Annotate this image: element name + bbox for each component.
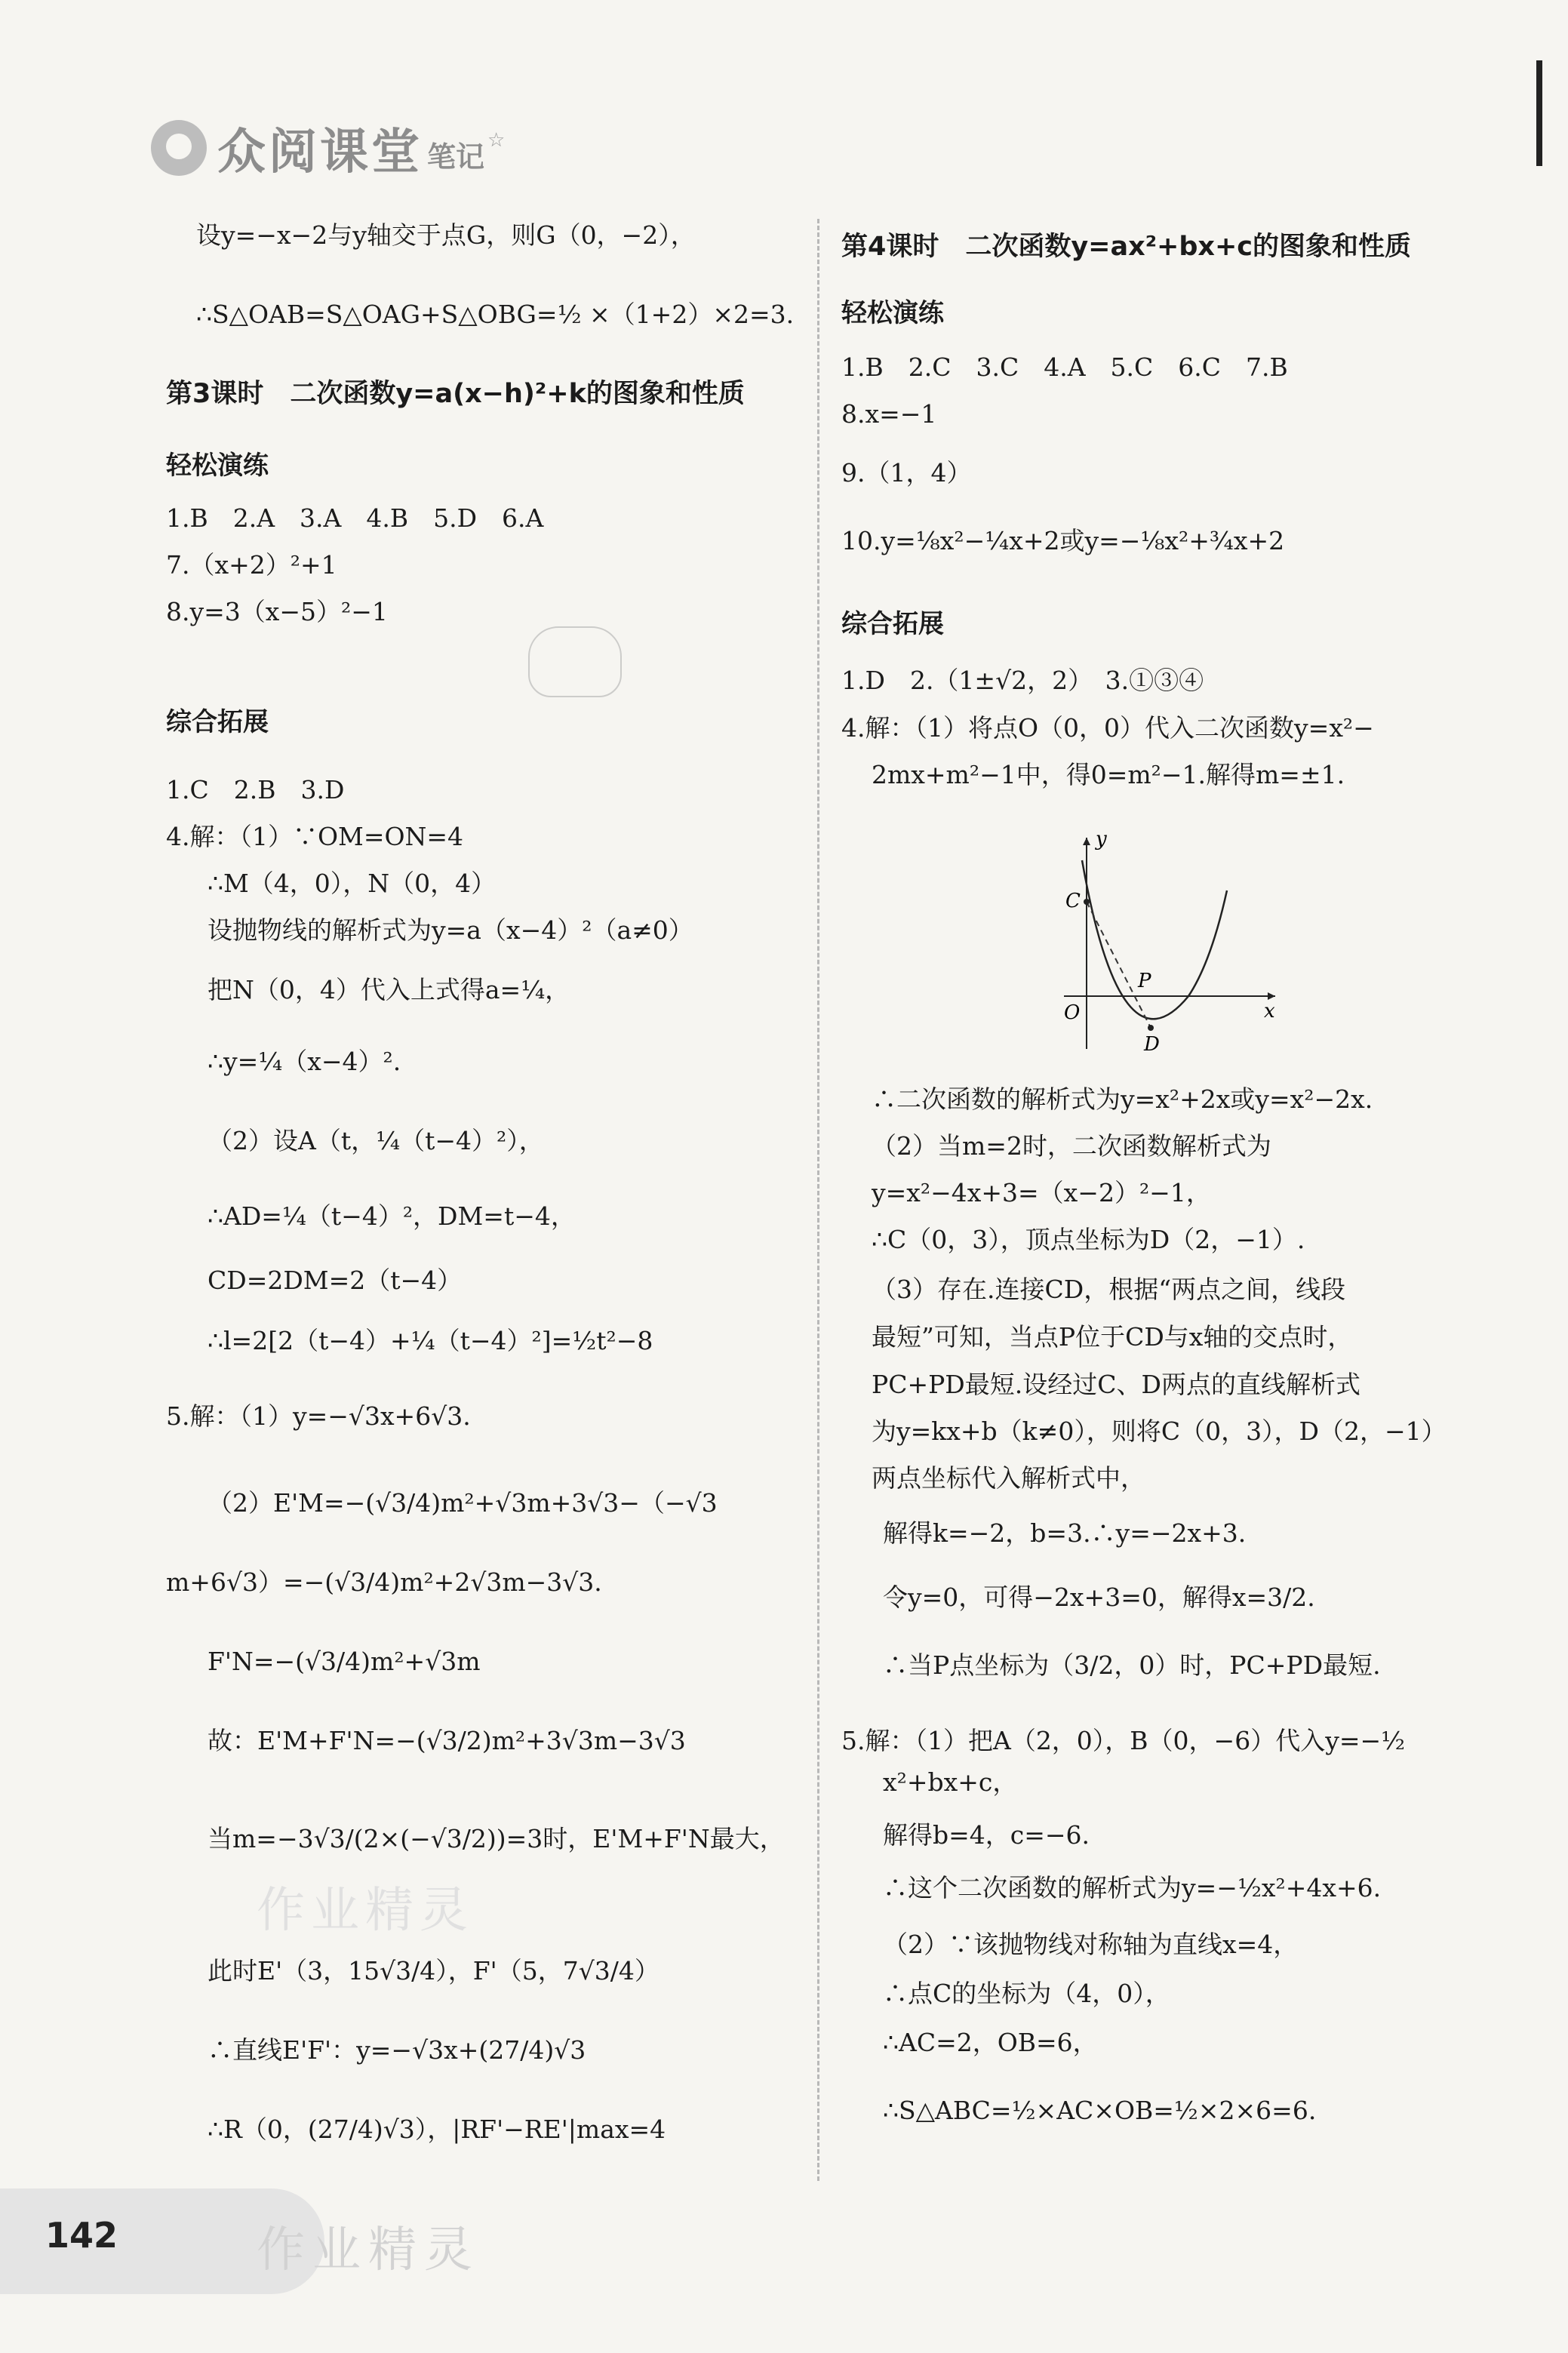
point-d [1148, 1025, 1154, 1031]
x-axis-arrow-icon [1268, 992, 1275, 1000]
solution-line: 2mx+m²−1中，得0=m²−1.解得m=±1. [872, 760, 1345, 789]
y-axis-arrow-icon [1083, 838, 1090, 845]
solution-line: x²+bx+c， [883, 1767, 1018, 1797]
text-line: ∴S△OAB=S△OAG+S△OBG=½ ×（1+2）×2=3. [196, 300, 795, 329]
solution-line: ∴AC=2，OB=6， [883, 2028, 1098, 2057]
solution-line: 4.解：（1）将点O（0，0）代入二次函数y=x²− [841, 713, 1374, 743]
answer-line: 10.y=⅛x²−¼x+2或y=−⅛x²+¾x+2 [841, 526, 1285, 555]
solution-line: ∴S△ABC=½×AC×OB=½×2×6=6. [883, 2096, 1317, 2125]
solution-line: ∴二次函数的解析式为y=x²+2x或y=x²−2x. [872, 1084, 1373, 1114]
logo-emblem-icon [151, 120, 207, 176]
logo-star-icon: ☆ [487, 129, 506, 152]
solution-line: PC+PD最短.设经过C、D两点的直线解析式 [872, 1370, 1360, 1399]
solution-line: （3）存在.连接CD，根据“两点之间，线段 [872, 1275, 1346, 1304]
solution-line: ∴当P点坐标为（3/2，0）时，PC+PD最短. [883, 1650, 1381, 1680]
answer-line: 1.B 2.A 3.A 4.B 5.D 6.A [166, 503, 544, 533]
solution-line: 4.解：（1）∵OM=ON=4 [166, 822, 464, 851]
axis-label-y: y [1096, 830, 1107, 850]
subsection-heading: 综合拓展 [841, 609, 944, 639]
footer-watermark: 作业精灵 [257, 2222, 480, 2278]
solution-line: ∴这个二次函数的解析式为y=−½x²+4x+6. [883, 1873, 1382, 1902]
solution-line: 解得b=4，c=−6. [883, 1820, 1090, 1850]
answer-line: 8.x=−1 [841, 399, 937, 429]
watermark-text: 作业精灵 [257, 1883, 474, 1939]
solution-line: （2）设A（t，¼（t−4）²）， [208, 1126, 544, 1155]
solution-line: ∴AD=¼（t−4）²，DM=t−4， [208, 1201, 576, 1231]
parabola-curve [1082, 860, 1227, 1019]
answer-line: 1.B 2.C 3.C 4.A 5.C 6.C 7.B [841, 352, 1288, 382]
solution-line: 5.解：（1）把A（2，0），B（0，−6）代入y=−½ [841, 1726, 1406, 1755]
solution-line: 把N（0，4）代入上式得a=¼， [208, 975, 570, 1004]
logo-subtitle: 笔记 [427, 140, 485, 174]
solution-line: 最短”可知，当点P位于CD与x轴的交点时， [872, 1322, 1353, 1352]
page-number: 142 [45, 2215, 118, 2256]
solution-line: 解得k=−2，b=3.∴y=−2x+3. [883, 1518, 1247, 1548]
solution-line: （2）∵该抛物线对称轴为直线x=4， [883, 1930, 1299, 1959]
solution-line: ∴点C的坐标为（4，0）， [883, 1979, 1170, 2008]
subsection-heading: 综合拓展 [166, 707, 269, 737]
solution-line: ∴R（0，(27/4)√3），|RF'−RE'|max=4 [208, 2115, 666, 2144]
answer-line: 7.（x+2）²+1 [166, 550, 337, 580]
answer-line: 9.（1，4） [841, 458, 972, 488]
solution-line: ∴y=¼（x−4）². [208, 1047, 401, 1076]
solution-line: 故：E'M+F'N=−(√3/2)m²+3√3m−3√3 [208, 1726, 686, 1755]
subsection-heading: 轻松演练 [841, 298, 944, 328]
section-heading: 第3课时 二次函数y=a(x−h)²+k的图象和性质 [166, 379, 745, 409]
text-line: 设y=−x−2与y轴交于点G，则G（0，−2）， [196, 220, 696, 250]
answer-line: 8.y=3（x−5）²−1 [166, 597, 388, 626]
solution-line: y=x²−4x+3=（x−2）²−1， [872, 1178, 1211, 1207]
solution-line: 令y=0，可得−2x+3=0，解得x=3/2. [883, 1583, 1315, 1612]
solution-line: ∴直线E'F'：y=−√3x+(27/4)√3 [208, 2035, 586, 2065]
point-c [1084, 899, 1090, 905]
solution-line: 设抛物线的解析式为y=a（x−4）²（a≠0） [208, 915, 693, 945]
column-divider [817, 219, 819, 2181]
point-label-c: C [1065, 890, 1081, 912]
parabola-graph [1049, 830, 1290, 1057]
faded-stamp-icon [528, 626, 622, 697]
point-label-d: D [1144, 1033, 1160, 1056]
axis-label-x: x [1264, 1000, 1275, 1023]
point-label-p: P [1138, 970, 1151, 992]
solution-line: 5.解：（1）y=−√3x+6√3. [166, 1401, 471, 1431]
solution-line: CD=2DM=2（t−4） [208, 1266, 463, 1295]
segment-cd [1087, 902, 1151, 1028]
solution-line: ∴M（4，0），N（0，4） [208, 869, 497, 898]
solution-line: m+6√3）=−(√3/4)m²+2√3m−3√3. [166, 1567, 602, 1597]
publisher-logo [151, 113, 505, 183]
origin-label: O [1064, 1001, 1081, 1024]
section-heading: 第4课时 二次函数y=ax²+bx+c的图象和性质 [841, 232, 1412, 262]
solution-line: 两点坐标代入解析式中， [872, 1463, 1145, 1493]
logo-title: 众阅课堂 [217, 125, 423, 180]
solution-line: （2）当m=2时，二次函数解析式为 [872, 1131, 1271, 1161]
subsection-heading: 轻松演练 [166, 451, 269, 481]
solution-line: 为y=kx+b（k≠0），则将C（0，3），D（2，−1） [872, 1416, 1447, 1446]
page-edge-mark [1536, 60, 1542, 166]
solution-line: ∴C（0，3），顶点坐标为D（2，−1）. [872, 1225, 1305, 1254]
solution-line: ∴l=2[2（t−4）+¼（t−4）²]=½t²−8 [208, 1326, 653, 1355]
solution-line: 当m=−3√3/(2×(−√3/2))=3时，E'M+F'N最大， [208, 1824, 785, 1853]
solution-line: 此时E'（3，15√3/4），F'（5，7√3/4） [208, 1956, 659, 1985]
answer-line: 1.D 2.（1±√2，2） 3.①③④ [841, 666, 1204, 695]
solution-line: （2）E'M=−(√3/4)m²+√3m+3√3−（−√3 [208, 1488, 718, 1518]
solution-line: F'N=−(√3/4)m²+√3m [208, 1647, 481, 1676]
answer-line: 1.C 2.B 3.D [166, 775, 345, 804]
